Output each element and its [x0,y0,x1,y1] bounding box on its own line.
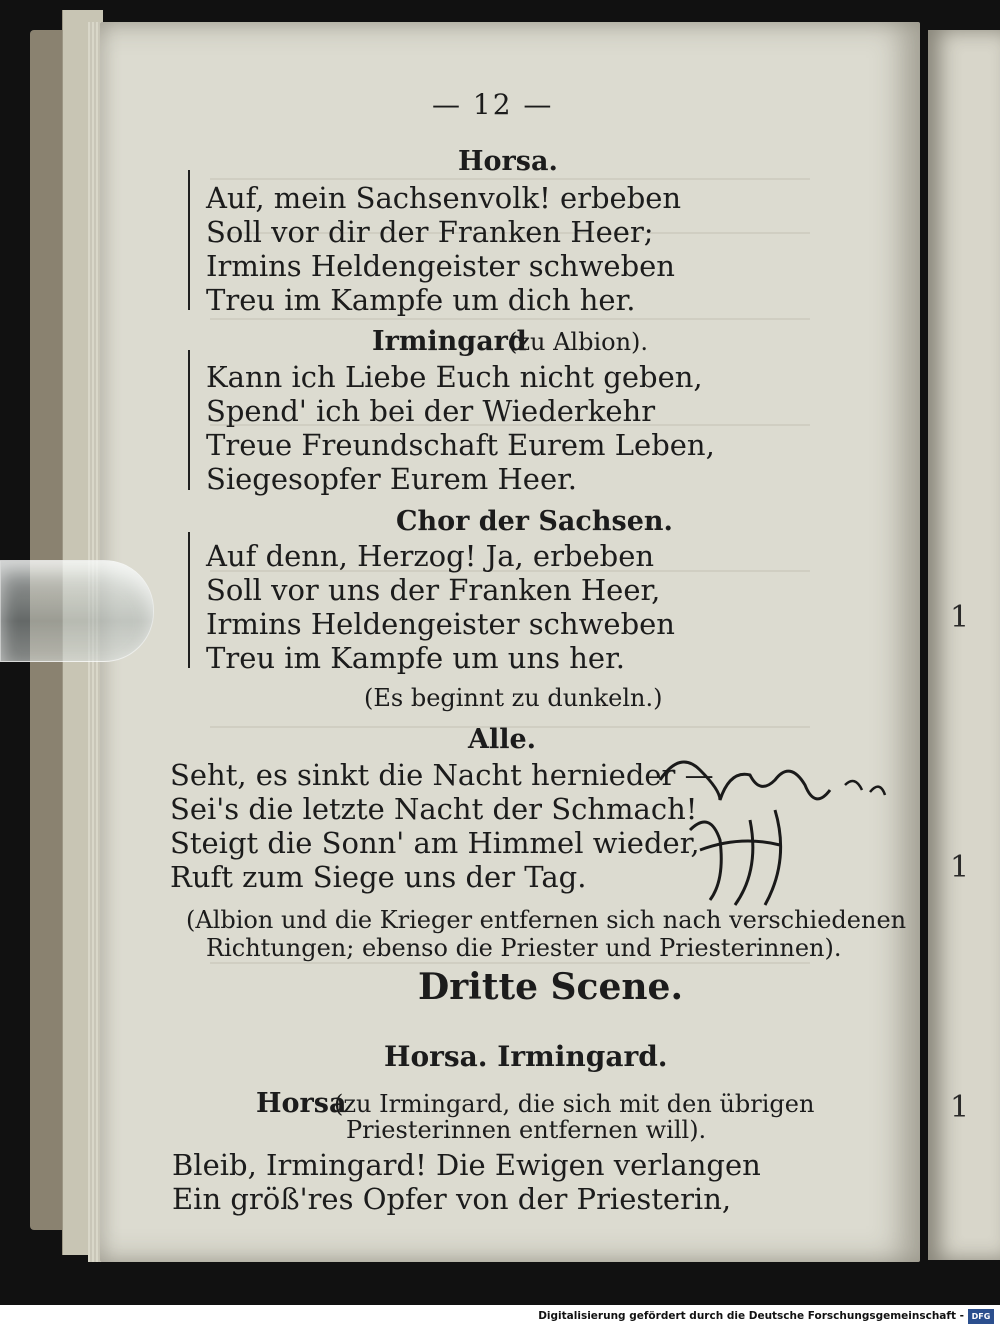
verse-line: Spend' ich bei der Wiederkehr [206,394,656,428]
speaker-name: Chor der Sachsen. [396,506,673,537]
facing-page: 1 1 1 [928,30,1000,1260]
verse-brace [188,350,190,490]
verse-line: Seht, es sinkt die Nacht hernieder — [170,758,714,792]
stage-direction: Richtungen; ebenso die Priester und Priesterinnen). [206,934,842,962]
verse-line: Ruft zum Siege uns der Tag. [170,860,587,894]
scene-cast: Horsa. Irmingard. [384,1040,668,1073]
verse-line: Bleib, Irmingard! Die Ewigen verlangen [172,1148,761,1182]
show-through [210,178,810,180]
stage-direction: (Albion und die Krieger entfernen sich nach verschiedenen [186,906,907,934]
verse-line: Sei's die letzte Nacht der Schmach! [170,792,698,826]
page-number: — 12 — [432,88,554,121]
verse-line: Auf denn, Herzog! Ja, erbeben [206,539,655,573]
speaker-name: Alle. [468,724,537,755]
handwritten-annotation-icon [640,740,910,910]
footer-credit: Digitalisierung gefördert durch die Deutsche Forschungsgemeinschaft - [538,1310,964,1322]
verse-line: Treue Freundschaft Eurem Leben, [206,428,715,462]
verse-line: Ein größ'res Opfer von der Priesterin, [172,1182,732,1216]
show-through [210,962,810,964]
verse-line: Soll vor uns der Franken Heer, [206,573,661,607]
verse-brace [188,170,190,310]
verse-line: Treu im Kampfe um dich her. [206,283,636,317]
verse-line: Kann ich Liebe Euch nicht geben, [206,360,703,394]
stage-direction: (Es beginnt zu dunkeln.) [364,684,663,712]
footer-bar [0,1305,1000,1329]
verse-line: Treu im Kampfe um uns her. [206,641,625,675]
verse-brace [188,532,190,668]
verse-line: Auf, mein Sachsenvolk! erbeben [206,181,682,215]
speaker-name: Horsa [256,1088,347,1119]
verse-line: Steigt die Sonn' am Himmel wieder, [170,826,700,860]
glass-page-clip [0,560,154,662]
verse-line: Irmins Heldengeister schweben [206,607,675,641]
stage-direction: (zu Albion). [508,328,649,356]
stage-direction: Priesterinnen entfernen will). [346,1116,707,1144]
verse-line: Irmins Heldengeister schweben [206,249,675,283]
verse-line: Siegesopfer Eurem Heer. [206,462,578,496]
speaker-name: Irmingard [372,326,527,357]
dfg-logo-icon: DFG [968,1309,994,1324]
speaker-name: Horsa. [458,146,558,177]
verse-line: Soll vor dir der Franken Heer; [206,215,654,249]
show-through [210,318,810,320]
scene-title: Dritte Scene. [418,966,683,1008]
stage-direction: (zu Irmingard, die sich mit den übrigen [334,1090,815,1118]
